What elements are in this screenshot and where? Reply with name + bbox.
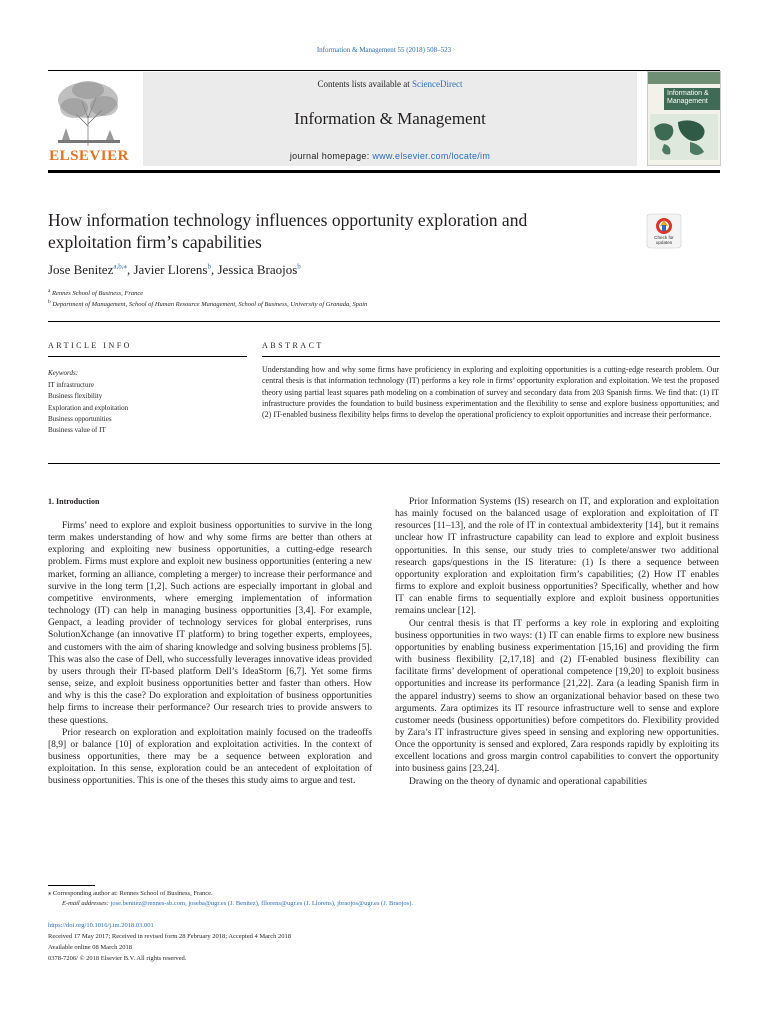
paragraph: Prior research on exploration and exploitation mainly focused on the tradeoffs [8,9] or balance [10] of exploration and exploitation activities. In the context of business opportunities, there may be a sequence between exploration and exploitation. In this sense, exploration could be an antecedent of exploitation of business opportunities. This is one of the theses this study aims to argue and test.	[48, 727, 372, 787]
article-title: How information technology influences opportunity exploration and exploitation firm’s capabilities	[48, 210, 528, 252]
available-online: Available online 08 March 2018	[48, 944, 132, 951]
author[interactable]: Jose Benitez$^{a,b,⁎}$	[48, 262, 127, 277]
journal-reference[interactable]: Information & Management 55 (2018) 508–523	[316, 46, 452, 54]
email-links[interactable]: jose.benitez@rennes-sb.com, joseba@ugr.es (J. Benitez), fllorens@ugr.es (J. Llorens), jbraojos@ugr.es (J. Braojos).	[108, 900, 413, 907]
keyword: Business value of IT	[48, 426, 106, 435]
paragraph: Firms’ need to explore and exploit business opportunities to survive in the long term makes understanding of how and why some firms are better than others at exploring and exploiting new business opportunities, a cutting-edge research problem. Firms must explore and exploit new business opportunities (entering a new market, forming an alliance, completing a merger) to increase their performance and survive in the long term [1,2]. Such actions are especially important in global and competitive environments, where emerging implementation of information technology (IT) can help in managing business opportunities [3,4]. For example, Genpact, a leading provider of technology services for global enterprises, runs SolutionXchange (an innovative IT platform) to bring together experts, employees, and customers with the aim of sharing knowledge and solving business problems [5]. This was also the case of Dell, who successfully leverages innovative ideas provided by users through their IT-based platform Dell’s IdeaStorm [6,7]. Yet some firms sense, seize, and exploit business opportunities better and faster than others. How and why is this the case? Do exploration and exploitation of business opportunities help firms to increase their performance? Our research tries to provide answers to these questions.	[48, 521, 372, 726]
keyword: Business flexibility	[48, 392, 103, 401]
publisher-wordmark: ELSEVIER	[49, 148, 129, 164]
article-info-rule	[48, 356, 247, 357]
header-bottom-rule	[48, 170, 720, 173]
keyword: Exploration and exploitation	[48, 403, 129, 412]
homepage-link[interactable]: www.elsevier.com/locate/im	[372, 151, 491, 161]
copyright: 0378-7206/ © 2018 Elsevier B.V. All rights reserved.	[48, 955, 187, 962]
abstract-heading: ABSTRACT	[262, 341, 324, 350]
corresponding-author-note: ⁎ Corresponding author at: Rennes School of Business, France.	[48, 890, 213, 897]
author[interactable]: Jessica Braojos$^b$	[217, 262, 301, 277]
received-dates: Received 17 May 2017; Received in revised form 28 February 2018; Accepted 4 March 2018	[48, 933, 291, 940]
cover-band	[648, 72, 720, 84]
crossmark-label: Check for updates	[654, 235, 674, 245]
paragraph: Drawing on the theory of dynamic and operational capabilities	[409, 776, 647, 787]
abstract-rule	[262, 356, 720, 357]
affiliation-a: $^a$ Rennes School of Business, France	[48, 288, 144, 298]
introduction-heading: 1. Introduction	[48, 497, 100, 506]
body-column-left	[48, 520, 372, 787]
contents-availability: Contents lists available at ScienceDirect	[317, 79, 463, 89]
header-top-rule	[48, 70, 720, 71]
keyword: Business opportunities	[48, 414, 112, 423]
keywords-list	[48, 380, 128, 436]
cover-title: Information & Management	[664, 88, 720, 110]
keyword: IT infrastructure	[48, 381, 94, 389]
journal-homepage: journal homepage: www.elsevier.com/locate/im	[289, 151, 491, 161]
sciencedirect-link[interactable]: ScienceDirect	[412, 79, 463, 89]
paragraph: Our central thesis is that IT performs a key role in exploring and exploiting business opportunities in two ways: (1) IT can enable firms to explore new business opportunities by enabling business experimentation [15,16] and providing the firm with business flexibility [2,17,18] and (2) IT-enabled business flexibility can facilitate firms’ development of operational competence [19,20] to exploit business opportunities and increase its performance [21,22]. Zara (a leading Spanish firm in the apparel industry) seems to show an organizational behavior based on these two arguments. Zara optimizes its IT resource infrastructure well to sense and explore customer needs (business opportunities) before competitors do. Flexibility provided by Zara’s IT infrastructure gives speed in sensing and exploring new opportunities. Once the opportunity is sensed and explored, Zara responds rapidly by exploiting its excellent locations and gross margin control capabilities to convert the opportunity into business gains [23,24].	[395, 618, 719, 775]
journal-cover-thumbnail[interactable]	[647, 71, 721, 166]
author-list: Jose Benitez$^{a,b,⁎}$, Javier Llorens$^b$, Jessica Braojos$^b$	[48, 262, 301, 277]
author[interactable]: Javier Llorens$^b$	[133, 262, 211, 277]
doi-link[interactable]: https://doi.org/10.1016/j.im.2018.03.001	[48, 922, 154, 929]
body-column-right	[395, 496, 719, 788]
section-rule-top	[48, 321, 720, 322]
footnote-rule	[48, 885, 95, 886]
cover-world-map-image	[650, 114, 718, 160]
journal-name: Information & Management	[294, 109, 486, 128]
affiliation-b: $^b$ Department of Management, School of Human Resource Management, School of Business, University of Granada, Spain	[48, 299, 368, 309]
check-for-updates-badge[interactable]	[646, 213, 682, 249]
article-info-heading: ARTICLE INFO	[48, 341, 132, 350]
section-rule-bottom	[48, 463, 720, 464]
email-addresses: E-mail addresses: jose.benitez@rennes-sb.com, joseba@ugr.es (J. Benitez), fllorens@ugr.es (J. Llorens), jbraojos@ugr.es (J. Braojos).	[62, 900, 413, 907]
keywords-label: Keywords:	[48, 369, 79, 377]
paragraph: Prior Information Systems (IS) research on IT, and exploration and exploitation has mainly focused on the balanced usage of exploration and exploitation of IT resources [11–13], and the role of IT in contextual ambidexterity [14], but it remains unclear how IT infrastructure capability can lead to explore and exploit business opportunities. In this sense, our study tries to complete/answer two additional research gaps/questions in the IS literature: (1) Is there a sequence between opportunity exploration and exploitation firm’s capabilities; (2) How IT enables firms to explore and exploit business opportunities? Specifically, whether and how IT can enable firms to sequentially explore and exploit business opportunities remains unclear [12].	[395, 497, 719, 617]
abstract-text: Understanding how and why some firms have proficiency in exploring and exploiting opportunities is a cutting-edge research problem. Our central thesis is that information technology (IT) performs a key role in firms’ opportunity exploration and exploitation. We test the proposed theory using partial least squares path modeling on a combination of survey and secondary data from 203 Spanish firms. We find that: (1) IT infrastructure provides the foundation to build business experimentation and the flexibility to sense and explore business opportunities; and (2) IT-enabled business flexibility helps firms to develop the operational proficiency to exploit opportunities and increase their performance.	[262, 365, 719, 420]
